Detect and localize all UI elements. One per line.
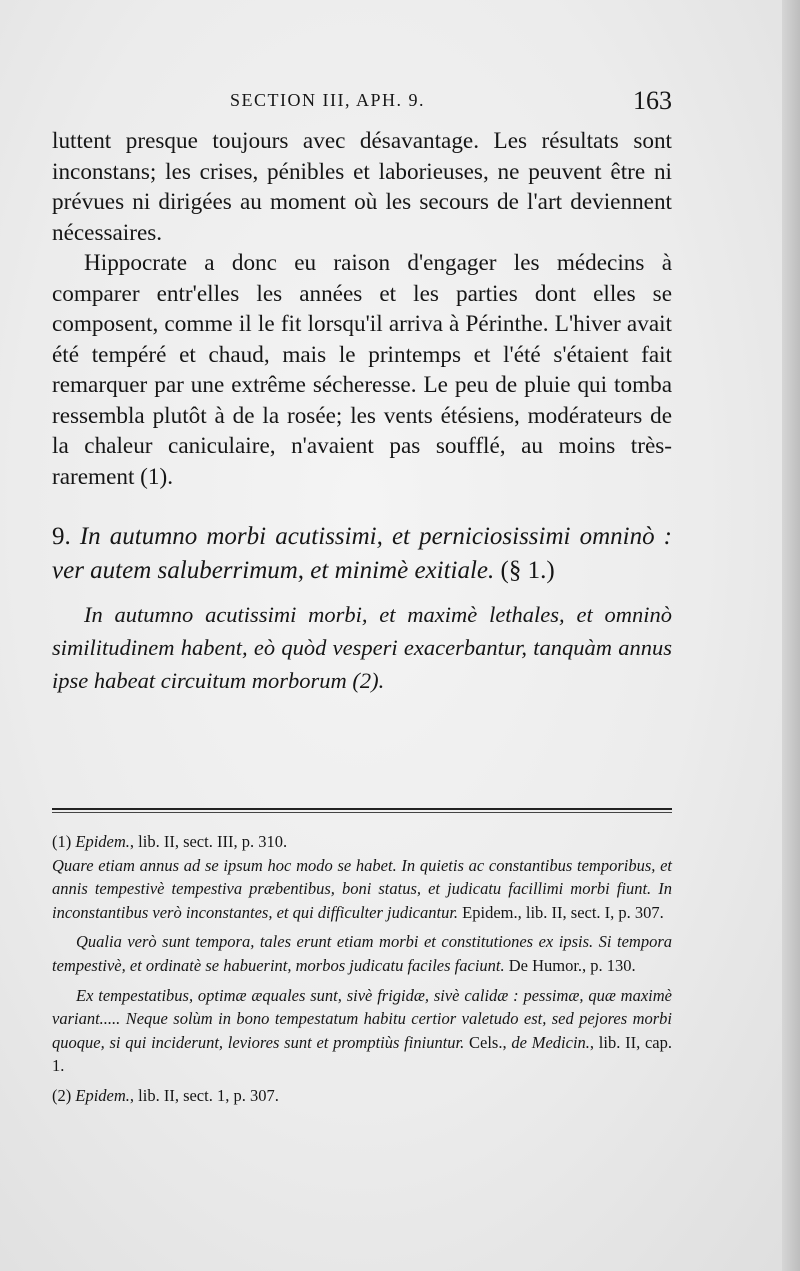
footnote-1-ref: , lib. II, sect. III, p. 310.	[129, 832, 288, 851]
footnote-1-ref2: Epidem., lib. II, sect. I, p. 307.	[458, 902, 664, 922]
aphorism	[52, 520, 672, 588]
footnote-3-quote: Ex tempestatibus, optimæ æquales sunt, sivè frigidæ, sivè calidæ : pessimæ, quæ maximè variant..... Neque solùm in bono tempestatum habitu certior valetudo est, sed pejores morbi quoque, si qui inciderunt, leviores sunt et promptiùs finiuntur.	[52, 985, 672, 1052]
footnote-1-quote-3	[52, 984, 672, 1078]
footnote-1-source: Epidem.	[75, 832, 130, 851]
footnote-2	[52, 1084, 672, 1108]
footnote-2-label: (2)	[52, 1085, 72, 1105]
footnote-2-quote: Qualia verò sunt tempora, tales erunt etiam morbi et constitutiones ex ipsis. Si tempora tempestivè, et ordinatè se habuerint, morbos judicatu faciles faciunt.	[52, 932, 672, 975]
footnote-1	[52, 830, 672, 924]
aphorism-number: 9.	[52, 523, 71, 550]
page-number: 163	[633, 86, 672, 115]
page-header	[230, 88, 672, 122]
footnote-2-source: Epidem.	[75, 1085, 130, 1105]
footnotes	[52, 830, 672, 1114]
running-head: SECTION III, APH. 9.	[230, 90, 425, 110]
footnote-3-ref-italic: de Medicin.	[511, 1032, 590, 1052]
footnote-2-ref-text: , lib. II, sect. 1, p. 307.	[129, 1085, 279, 1105]
footnote-1-quote-2	[52, 930, 672, 977]
footnote-2-ref: De Humor., p. 130.	[504, 955, 636, 975]
main-text	[52, 126, 672, 697]
aphorism-text: In autumno morbi acutissimi, et perniciosissimi omninò : ver autem saluberrimum, et minimè exitiale.	[52, 523, 672, 584]
paragraph-hippocrate: Hippocrate a donc eu raison d'engager les médecins à comparer entr'elles les années et les parties dont elles se composent, comme il le fit lorsqu'il arriva à Périnthe. L'hiver avait été tempéré et chaud, mais le printemps et l'été s'étaient fait remarquer par une extrême sécheresse. Le peu de pluie qui tomba ressembla plutôt à de la rosée; les vents étésiens, modérateurs de la chaleur caniculaire, n'avaient pas soufflé, au moins très-rarement (1).	[52, 250, 672, 490]
aphorism-reference: (§ 1.)	[500, 557, 555, 584]
footnote-rule	[52, 808, 672, 810]
aphorism-commentary: In autumno acutissimi morbi, et maximè lethales, et omninò similitudinem habent, eò quòd vesperi exacerbantur, tanquàm annus ipse habeat circuitum morborum (2).	[52, 602, 672, 693]
footnote-3-ref-pre: Cels.,	[464, 1032, 512, 1052]
page-edge-shadow	[782, 0, 800, 1271]
paragraph-continuation: luttent presque toujours avec désavantage. Les résultats sont inconstans; les crises, pénibles et laborieuses, ne peuvent être ni prévues ni dirigées au moment où les secours de l'art deviennent nécessaires.	[52, 128, 672, 246]
footnote-3-ref-post: , lib. II, cap. 1.	[52, 1032, 673, 1076]
footnote-1-quote: Quare etiam annus ad se ipsum hoc modo se habet. In quietis ac constantibus temporibus, et annis tempestivè tempestiva præbentibus, boni status, et judicatu facillimi morbi fiunt. In inconstantibus verò inconstantes, et qui difficulter judicantur.	[52, 855, 672, 922]
footnote-rule-thin	[52, 812, 672, 813]
footnote-1-label: (1)	[52, 832, 72, 851]
